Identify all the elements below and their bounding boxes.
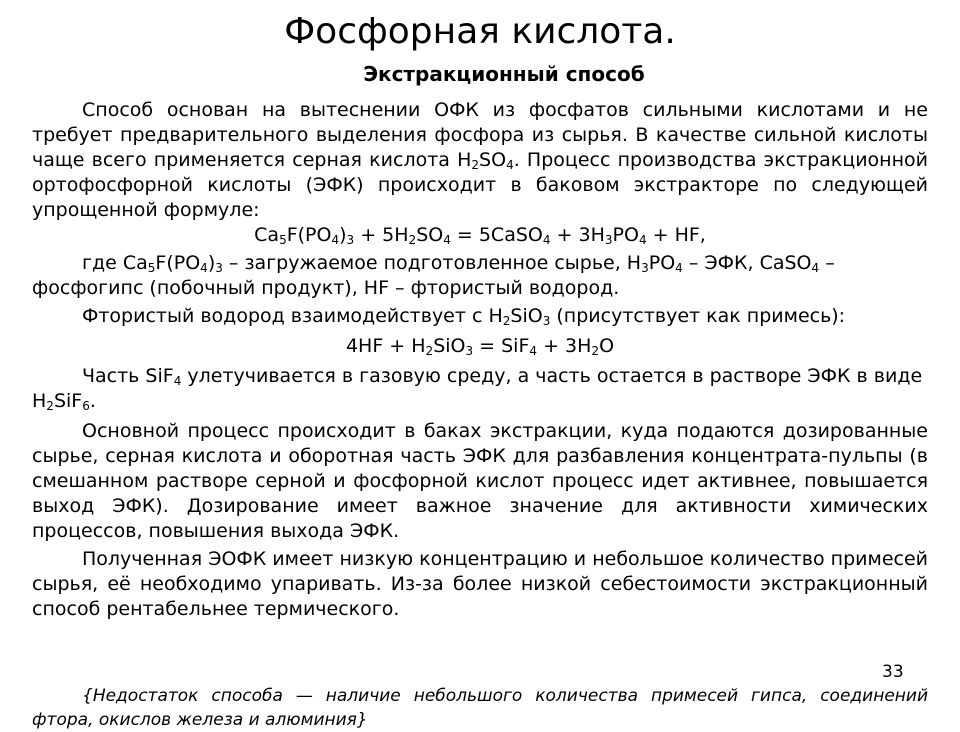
slide-content [32, 98, 928, 622]
paragraph-sif4: Часть SiF$_4$ улетучивается в газовую среду, а часть остается в растворе ЭФК в виде $H_2SiF_6$. [32, 365, 923, 413]
equation-extraction: $Ca_5F(PO_4)_3 + 5H_2SO_4$ = 5CaSO$_4$ + $3H_3PO_4$ + HF, [254, 224, 706, 247]
slide-subtitle: Экстракционный способ [363, 62, 645, 86]
paragraph-hydrogen-fluoride: Фтористый водород взаимодействует с $H_2SiO_3$ (присутствует как примесь): [82, 305, 846, 328]
paragraph-equation-legend: где $Ca_5F(PO_4)_3$ – загружаемое подготовленное сырье, $H_3PO_4$ – ЭФК, CaSO$_4$ – фосфогипс (побочный продукт), HF – фтористый водород. [32, 252, 835, 299]
equation-silicon-fluoride: $4HF + H_2SiO_3 = SiF_4 + 3H_2O$ [345, 335, 615, 358]
paragraph-method-basis: Способ основан на вытеснении ОФК из фосфатов сильными кислотами и не требует предварительного выделения фосфора из сырья. В качестве сильной кислоты чаще всего применяется серная кислота $H_2SO_4$. Процесс производства экстракционной ортофосфорной кислоты (ЭФК) происходит в баковом экстракторе по следующей упрощенной формуле: [32, 99, 928, 221]
page-number: 33 [882, 662, 904, 682]
footnote-disadvantage: {Недостаток способа — наличие небольшого количества примесей гипса, соединений фтора, окислов железа и алюминия} [32, 686, 928, 730]
slide-title: Фосфорная кислота. [284, 11, 676, 52]
paragraph-conclusion: Полученная ЭОФК имеет низкую концентрацию и небольшое количество примесей сырья, её необходимо упаривать. Из-за более низкой себестоимости экстракционный способ рентабельнее термического. [32, 548, 928, 620]
paragraph-main-process: Основной процесс происходит в баках экстракции, куда подаются дозированные сырье, серная кислота и оборотная часть ЭФК для разбавления концентрата-пульпы (в смешанном растворе серной и фосфорной кислот процесс идет активнее, повышается выход ЭФК). Дозирование имеет важное значение для активности химических процессов, повышения выхода ЭФК. [32, 420, 928, 542]
